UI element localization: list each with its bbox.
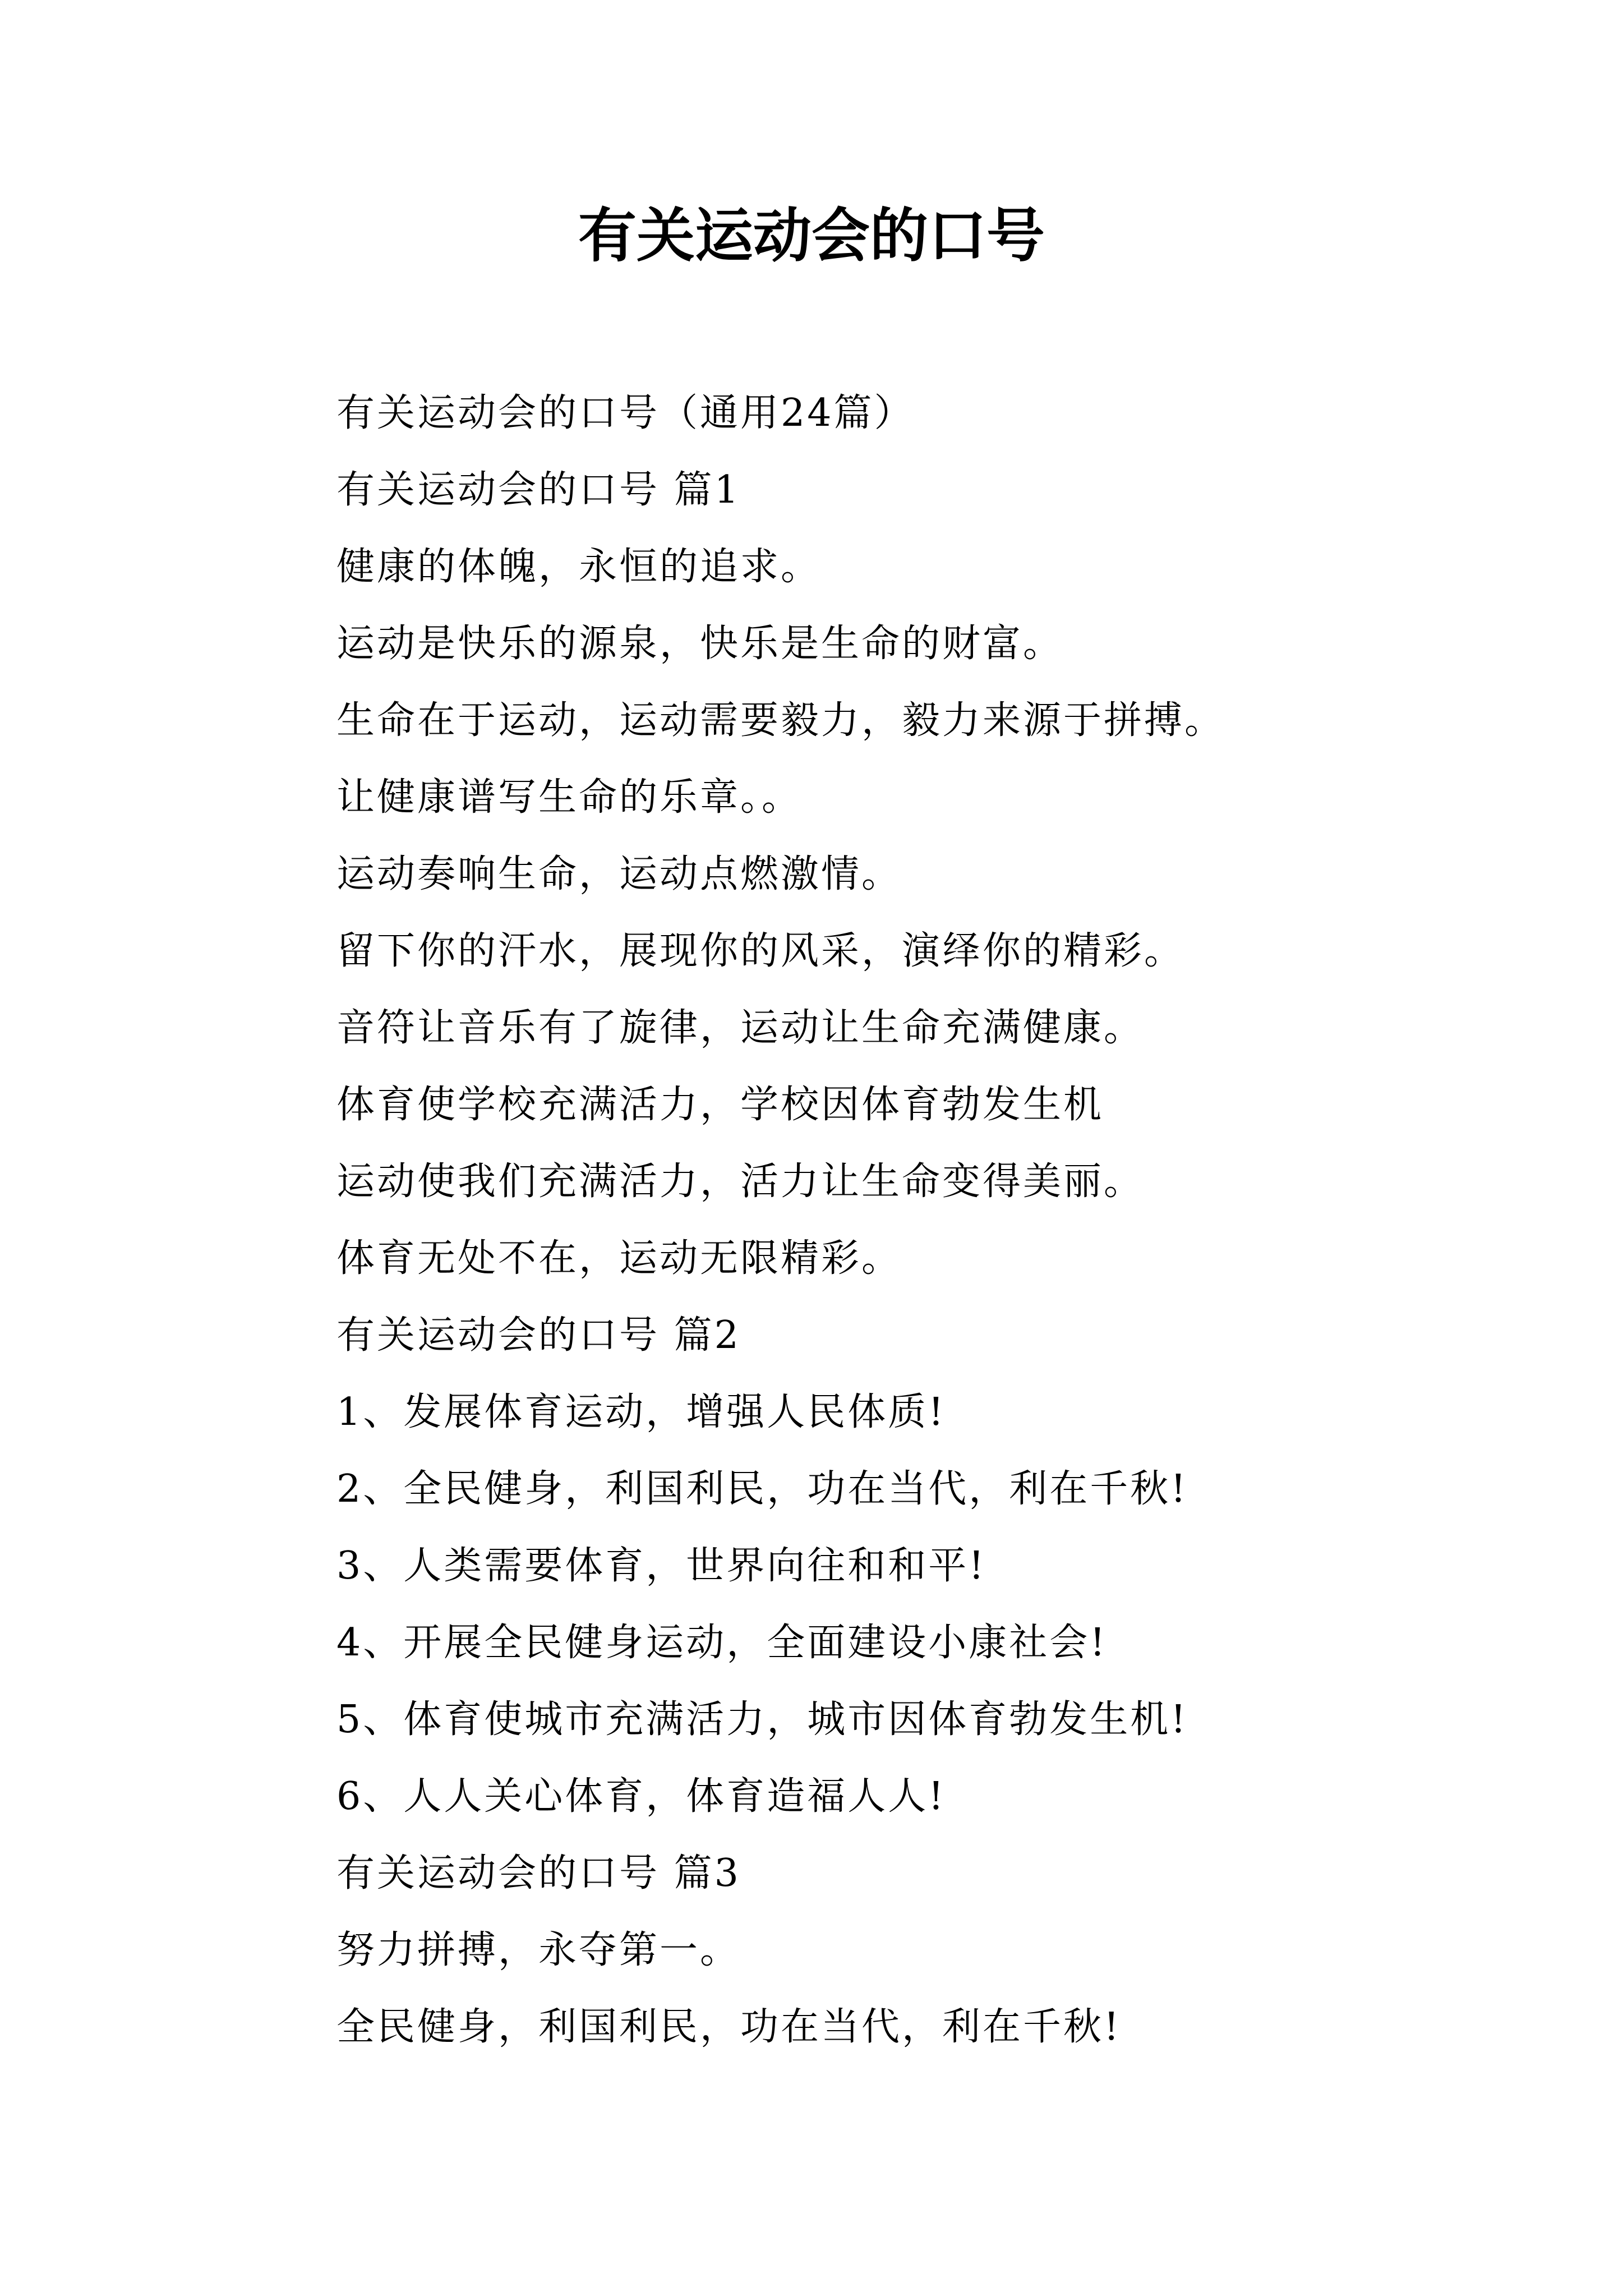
- section-heading: 有关运动会的口号 篇3: [336, 1851, 741, 1895]
- slogan-line: 留下你的汗水，展现你的风采，演绎你的精彩。: [336, 929, 1185, 973]
- slogan-line: 4、开展全民健身运动，全面建设小康社会!: [336, 1621, 1108, 1665]
- document-subtitle: 有关运动会的口号（通用24篇）: [336, 391, 915, 435]
- slogan-line: 运动奏响生命，运动点燃激情。: [336, 852, 902, 896]
- slogan-line: 努力拼搏，永夺第一。: [336, 1928, 741, 1972]
- slogan-line: 2、全民健身，利国利民，功在当代，利在千秋!: [336, 1467, 1188, 1511]
- document-title: 有关运动会的口号: [578, 201, 1045, 270]
- slogan-line: 运动是快乐的源泉，快乐是生命的财富。: [336, 622, 1064, 666]
- slogan-line: 6、人人关心体育，体育造福人人!: [336, 1774, 946, 1819]
- slogan-line: 音符让音乐有了旋律，运动让生命充满健康。: [336, 1006, 1145, 1050]
- section-heading: 有关运动会的口号 篇2: [336, 1313, 741, 1358]
- slogan-line: 健康的体魄，永恒的追求。: [336, 545, 822, 589]
- slogan-line: 体育使学校充满活力，学校因体育勃发生机: [336, 1083, 1104, 1127]
- slogan-line: 运动使我们充满活力，活力让生命变得美丽。: [336, 1159, 1145, 1204]
- section-heading: 有关运动会的口号 篇1: [336, 468, 741, 512]
- slogan-line: 3、人类需要体育，世界向往和和平!: [336, 1544, 986, 1588]
- slogan-line: 1、发展体育运动，增强人民体质!: [336, 1390, 946, 1434]
- slogan-line: 生命在于运动，运动需要毅力，毅力来源于拼搏。: [336, 698, 1225, 743]
- slogan-line: 5、体育使城市充满活力，城市因体育勃发生机!: [336, 1697, 1188, 1742]
- slogan-line: 让健康谱写生命的乐章。。: [336, 775, 803, 820]
- slogan-line: 全民健身，利国利民，功在当代，利在千秋!: [336, 2005, 1122, 2049]
- slogan-line: 体育无处不在，运动无限精彩。: [336, 1236, 902, 1281]
- document-body: [336, 375, 1514, 2065]
